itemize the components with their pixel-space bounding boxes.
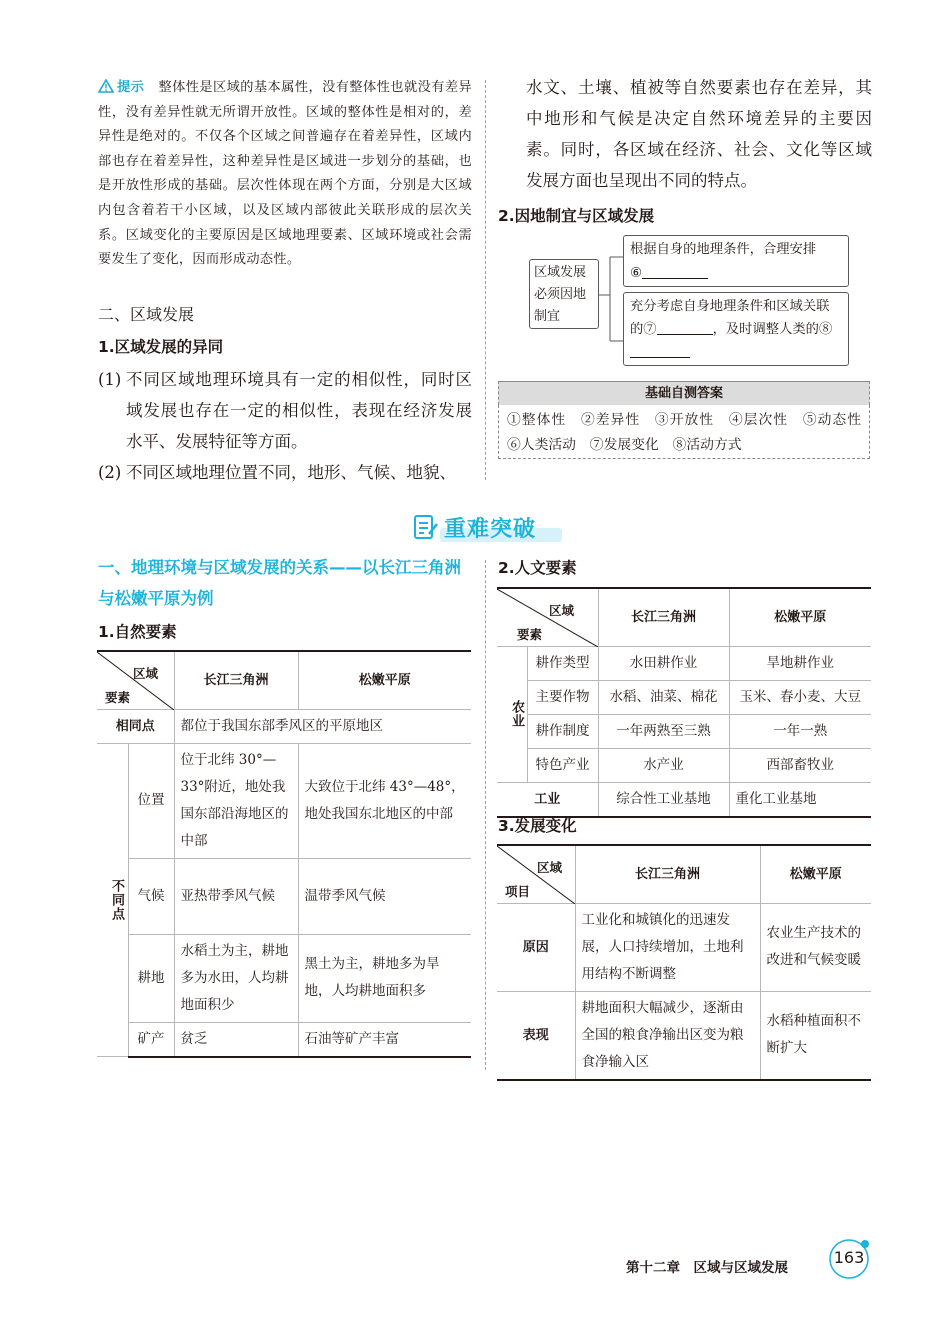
paragraph-2-text-a: 不同区域地理位置不同，地形、气候、地貌、 xyxy=(126,463,456,482)
table3-row-label: 原因 xyxy=(497,903,575,991)
table1-cell: 亚热带季风气候 xyxy=(174,858,298,934)
blank-7[interactable] xyxy=(657,318,713,335)
natural-factors-table xyxy=(97,650,471,1058)
table2-cell: 一年两熟至三熟 xyxy=(598,714,729,748)
paragraph-2-num: (2) xyxy=(98,463,122,482)
table3-cell: 工业化和城镇化的迅速发展，人口持续增加，土地利用结构不断调整 xyxy=(575,903,760,991)
diagram-bracket xyxy=(598,245,624,357)
table1-same-label: 相同点 xyxy=(97,709,174,743)
answers-text: ①整体性 ②差异性 ③开放性 ④层次性 ⑤动态性 ⑥人类活动 ⑦发展变化 ⑧活动方式 xyxy=(498,405,870,459)
section-banner xyxy=(410,510,560,544)
development-change-title: 3.发展变化 xyxy=(498,817,577,835)
section-title: 二、区域发展 xyxy=(98,305,195,324)
column-divider-bottom xyxy=(485,560,486,1070)
paragraph-2-continued: 水文、土壤、植被等自然要素也存在差异，其中地形和气候是决定自然环境差异的主要因素。同时，各区域在经济、社会、文化等区域发展方面也呈现出不同的特点。 xyxy=(526,78,872,190)
table1-row-label: 耕地 xyxy=(128,934,174,1022)
table1-same-value: 都位于我国东部季风区的平原地区 xyxy=(174,709,471,743)
table2-cell: 西部畜牧业 xyxy=(729,748,871,782)
human-factors-title: 2.人文要素 xyxy=(498,559,577,577)
notepad-icon xyxy=(410,512,440,542)
hint-text: 整体性是区域的基本属性，没有整体性也就没有差异性，没有差异性就无所谓开放性。区域的整体性是相对的，差异性是绝对的。不仅各个区域之间普遍存在着差异性，区域内部也存在着差异性，这种差异性是区域进一步划分的基础，也是开放性形成的基础。层次性体现在两个方面，分别是大区域内包含着若干小区域，以及区域内部彼此关联形成的层次关系。区域变化的主要原因是区域地理要素、区域环境或社会需要发生了变化，因而形成动态性。 xyxy=(98,80,472,268)
table1-cell: 黑土为主，耕地多为旱地，人均耕地面积多 xyxy=(298,934,471,1022)
page-number: 163 xyxy=(833,1248,865,1267)
part1-title: 一、地理环境与区域发展的关系——以长江三角洲与松嫩平原为例 xyxy=(98,558,461,608)
table2-cell: 水产业 xyxy=(598,748,729,782)
table1-cell: 温带季风气候 xyxy=(298,858,471,934)
table1-col-yangtze: 长江三角洲 xyxy=(174,651,298,709)
banner-title: 重难突破 xyxy=(444,517,537,542)
diagram-box-1: 根据自身的地理条件，合理安排 ⑥ xyxy=(623,235,849,287)
table2-row-label: 耕作类型 xyxy=(527,646,598,680)
table3-row-label: 表现 xyxy=(497,991,575,1080)
table3-corner: 区域 项目 xyxy=(497,845,575,903)
natural-factors-title: 1.自然要素 xyxy=(98,623,177,641)
subsection-title-2: 2.因地制宜与区域发展 xyxy=(498,207,655,225)
table2-cell: 综合性工业基地 xyxy=(598,782,729,817)
table3-cell: 耕地面积大幅减少，逐渐由全国的粮食净输出区变为粮食净输入区 xyxy=(575,991,760,1080)
table2-cell: 水稻、油菜、棉花 xyxy=(598,680,729,714)
table2-cell: 重化工业基地 xyxy=(729,782,871,817)
development-change-table xyxy=(497,844,871,1081)
table2-corner: 区域 要素 xyxy=(497,588,598,646)
table1-corner: 区域 要素 xyxy=(97,651,174,709)
table2-cell: 旱地耕作业 xyxy=(729,646,871,680)
table2-cell: 一年一熟 xyxy=(729,714,871,748)
table2-col-songnen: 松嫩平原 xyxy=(729,588,871,646)
blank-6[interactable] xyxy=(642,262,708,279)
footer-chapter: 第十二章 区域与区域发展 xyxy=(626,1260,788,1276)
table2-group-label: 农业 xyxy=(497,646,527,782)
paragraph-1-num: (1) xyxy=(98,370,122,389)
diagram-left-box: 区域发展必须因地制宜 xyxy=(529,259,599,329)
table2-row-label: 主要作物 xyxy=(527,680,598,714)
table2-col-yangtze: 长江三角洲 xyxy=(598,588,729,646)
hint-block xyxy=(98,76,472,273)
table1-diff-label: 不同点 xyxy=(97,743,128,1057)
table1-cell: 水稻土为主，耕地多为水田，人均耕地面积少 xyxy=(174,934,298,1022)
warning-icon xyxy=(98,78,114,92)
table2-row-label: 特色产业 xyxy=(527,748,598,782)
table3-cell: 农业生产技术的改进和气候变暖 xyxy=(760,903,871,991)
subsection-title: 1.区域发展的异同 xyxy=(98,338,224,356)
table3-col-songnen: 松嫩平原 xyxy=(760,845,871,903)
table1-row-label: 气候 xyxy=(128,858,174,934)
table2-cell: 玉米、春小麦、大豆 xyxy=(729,680,871,714)
blank-8[interactable] xyxy=(630,341,690,358)
table2-industry-label: 工业 xyxy=(497,782,598,817)
table1-cell: 石油等矿产丰富 xyxy=(298,1022,471,1057)
human-factors-table xyxy=(497,587,871,818)
column-divider-top xyxy=(485,80,486,480)
diagram-box-2: 充分考虑自身地理条件和区域关联的⑦ ，及时调整人类的⑧ xyxy=(623,292,849,366)
hint-label: 提示 xyxy=(117,80,145,95)
paragraph-1 xyxy=(98,364,472,488)
table3-cell: 水稻种植面积不断扩大 xyxy=(760,991,871,1080)
table3-col-yangtze: 长江三角洲 xyxy=(575,845,760,903)
answers-title: 基础自测答案 xyxy=(498,381,870,405)
table1-cell: 贫乏 xyxy=(174,1022,298,1057)
table2-row-label: 耕作制度 xyxy=(527,714,598,748)
table1-col-songnen: 松嫩平原 xyxy=(298,651,471,709)
table2-cell: 水田耕作业 xyxy=(598,646,729,680)
table1-row-label: 位置 xyxy=(128,743,174,858)
table1-cell: 位于北纬 30°—33°附近，地处我国东部沿海地区的中部 xyxy=(174,743,298,858)
table1-row-label: 矿产 xyxy=(128,1022,174,1057)
table1-cell: 大致位于北纬 43°—48°，地处我国东北地区的中部 xyxy=(298,743,471,858)
page-number-badge xyxy=(823,1236,873,1280)
paragraph-1-text: 不同区域地理环境具有一定的相似性，同时区域发展也存在一定的相似性，表现在经济发展水平、发展特征等方面。 xyxy=(126,370,472,451)
